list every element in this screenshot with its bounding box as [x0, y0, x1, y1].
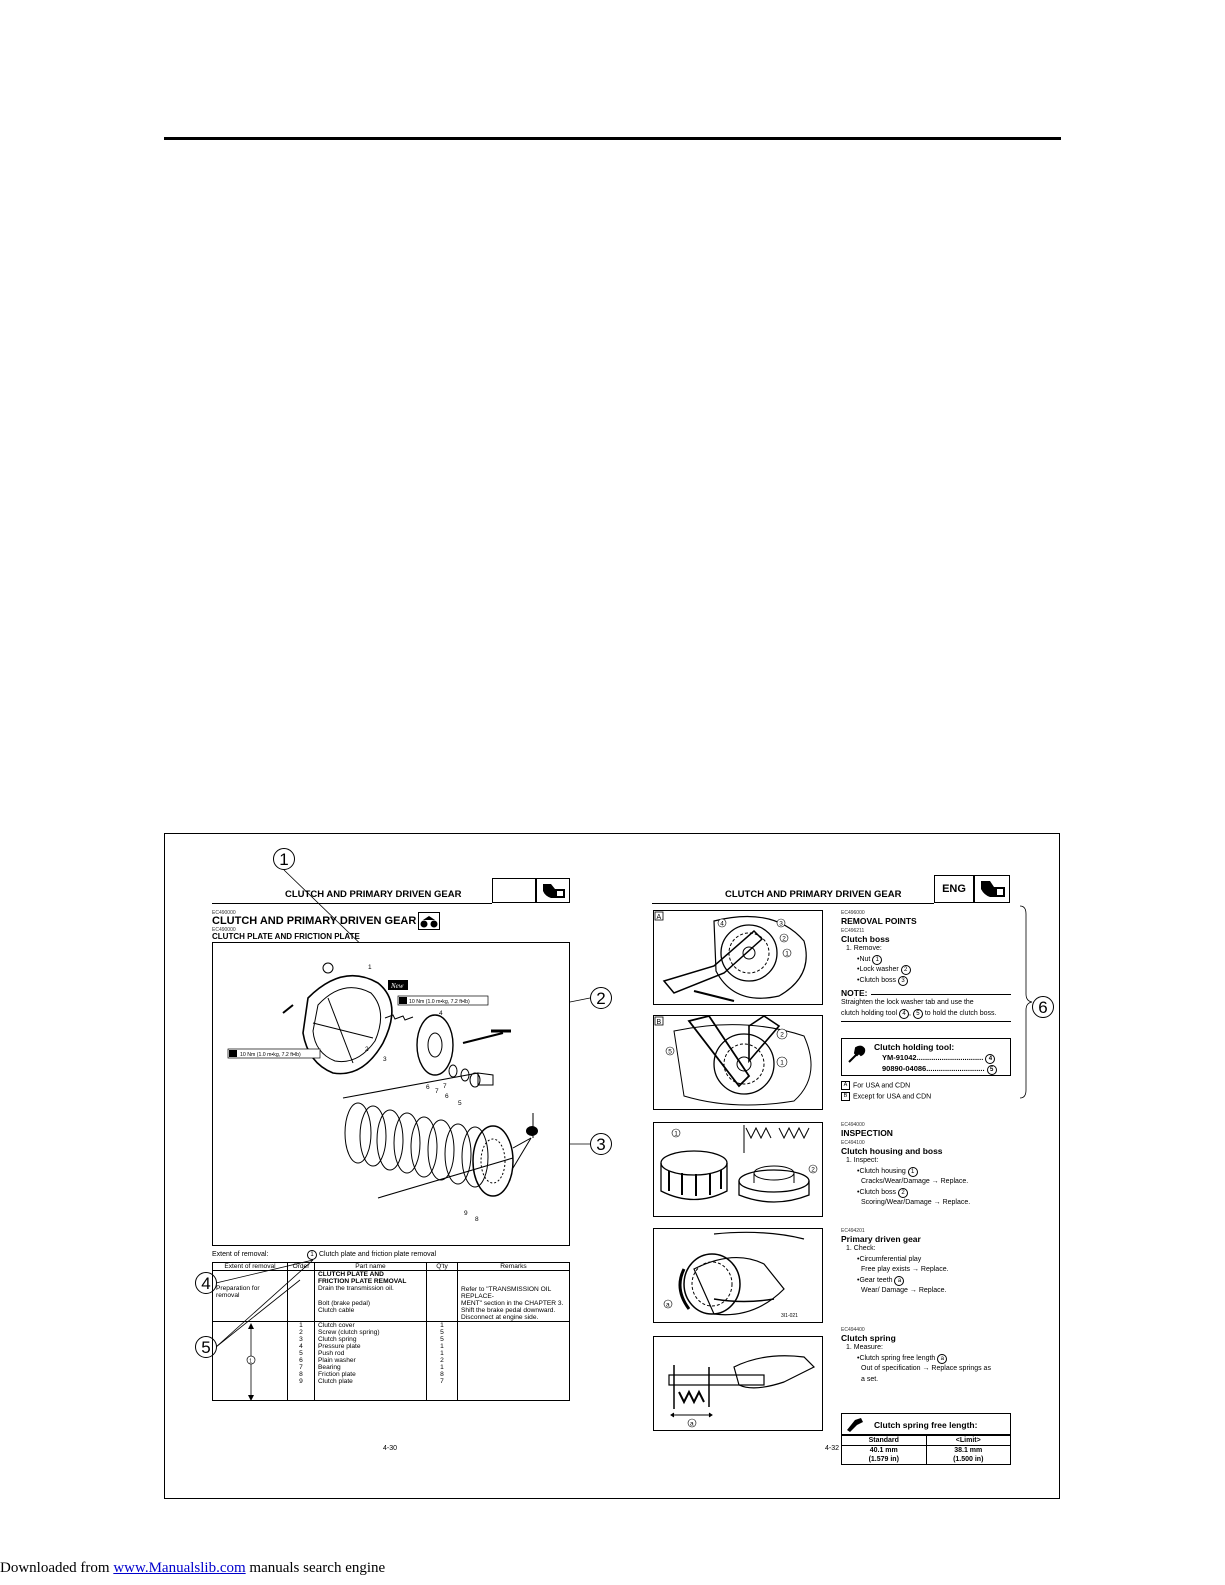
fig-spring-circle-a: a — [690, 1420, 694, 1428]
label-b-box: B — [841, 1092, 850, 1101]
row-order: 4 — [299, 1343, 303, 1350]
atv-icon — [419, 913, 439, 929]
row-order: 6 — [299, 1357, 303, 1364]
right-page-number: 4-32 — [825, 1445, 840, 1452]
spring-title: Clutch spring — [841, 1333, 896, 1343]
check-item-text: •Gear teeth — [857, 1276, 893, 1284]
callout-1: 1 — [273, 848, 295, 870]
prep-part-1: Drain the transmission oil. — [318, 1285, 394, 1292]
inspect-item-text: •Clutch housing — [857, 1167, 906, 1175]
note-circle-4: 4 — [899, 1009, 909, 1019]
row-qty: 1 — [440, 1343, 444, 1350]
row-part: Pressure plate — [318, 1343, 361, 1350]
removal-points-section — [841, 910, 1011, 1022]
left-header-blank-tab — [492, 878, 536, 903]
row-part: Clutch plate — [318, 1378, 353, 1385]
left-section-icon — [418, 912, 440, 930]
fig-gear-circle-a: a — [666, 1301, 670, 1309]
fig-b-circle-2: 2 — [780, 1031, 784, 1039]
inspect-item-housing — [841, 1167, 1011, 1178]
exploded-view-drawing — [213, 943, 569, 1245]
extent-circle: 1 — [307, 1250, 317, 1260]
check-item-play-detail: Free play exists → Replace. — [861, 1266, 949, 1273]
extent-marker-cell — [213, 1322, 288, 1401]
row-part: Plain washer — [318, 1357, 356, 1364]
housing-title: Clutch housing and boss — [841, 1146, 943, 1156]
prep-remark-4: Disconnect at engine side. — [461, 1314, 539, 1321]
footer-prefix: Downloaded from — [0, 1560, 114, 1576]
engine-hand-icon — [537, 879, 569, 902]
fig-b-label: B — [656, 1019, 662, 1026]
fig-clutch-housing-boss — [653, 1122, 823, 1217]
row-qty: 1 — [440, 1364, 444, 1371]
prep-part-3: Bolt (brake pedal) — [318, 1300, 371, 1307]
prep-label-2: removal — [216, 1292, 240, 1299]
note-text-a: clutch holding tool — [841, 1009, 898, 1017]
prep-cell — [213, 1271, 288, 1322]
prep-label-1: Preparation for — [216, 1285, 260, 1292]
row-part: Bearing — [318, 1364, 341, 1371]
fig-a-circle-4: 4 — [720, 920, 724, 928]
row-qty: 7 — [440, 1378, 444, 1385]
label-a-line — [841, 1081, 910, 1092]
row-part: Clutch cover — [318, 1322, 355, 1329]
footer-suffix: manuals search engine — [245, 1560, 386, 1576]
fig-b-drawing — [654, 1016, 822, 1109]
fig-a-drawing — [654, 911, 822, 1004]
order-col — [288, 1322, 315, 1401]
tool-line-2 — [882, 1064, 997, 1075]
note-circle-5: 5 — [913, 1009, 923, 1019]
right-header-rule — [652, 903, 934, 904]
check-item-teeth — [841, 1276, 1011, 1287]
prep-remark-2: MENT" section in the CHAPTER 3. — [461, 1300, 564, 1307]
row-order: 9 — [299, 1378, 303, 1385]
measure-step: 1. Measure: — [846, 1344, 883, 1351]
row-qty: 8 — [440, 1371, 444, 1378]
measure-item-circle: a — [937, 1354, 947, 1364]
row-qty: 2 — [440, 1357, 444, 1364]
inspection-code: EC494000 — [841, 1122, 865, 1128]
left-header-title: CLUTCH AND PRIMARY DRIVEN GEAR — [285, 889, 462, 900]
label-b-text: Except for USA and CDN — [853, 1093, 932, 1101]
th-part: Part name — [315, 1263, 427, 1271]
removal-code: EC496000 — [841, 910, 865, 916]
inspect-item-boss — [841, 1188, 1011, 1199]
note-text-b: , — [909, 1009, 911, 1017]
fig-a-circle-2: 2 — [782, 935, 786, 943]
row-order: 7 — [299, 1364, 303, 1371]
fig-housing-circle-2: 2 — [811, 1166, 815, 1174]
row-order: 8 — [299, 1371, 303, 1378]
remove-item-boss — [841, 976, 1011, 987]
left-header-icon-tab — [536, 878, 570, 903]
inspect-item-housing-detail: Cracks/Wear/Damage → Replace. — [861, 1178, 969, 1185]
tool-title: Clutch holding tool: — [874, 1042, 955, 1052]
extent-label: Extent of removal: — [212, 1251, 269, 1258]
primary-code: EC494201 — [841, 1228, 865, 1234]
prep-remark-3: Shift the brake pedal downward. — [461, 1307, 556, 1314]
spring-code: EC494400 — [841, 1327, 865, 1333]
extent-text: Clutch plate and friction plate removal — [318, 1251, 437, 1258]
housing-code: EC494100 — [841, 1140, 865, 1146]
tool-circle-5: 5 — [987, 1065, 997, 1075]
removal-table — [212, 1262, 570, 1401]
engine-hand-icon — [975, 876, 1009, 902]
tool-code-2: 90890-04086............................ — [882, 1064, 985, 1073]
spec-header-limit: <Limit> — [926, 1436, 1011, 1446]
prep-part-4: Clutch cable — [318, 1307, 355, 1314]
callout-4: 4 — [195, 1272, 217, 1294]
fig-b-clutch-holding-tool — [653, 1015, 823, 1110]
note-heading — [841, 988, 1011, 998]
remove-item-nut — [841, 955, 1011, 966]
remove-step: 1. Remove: — [846, 945, 882, 952]
label-a-text: For USA and CDN — [853, 1082, 911, 1090]
remove-item-circle: 2 — [901, 965, 911, 975]
clutch-exploded-diagram — [212, 942, 570, 1246]
th-order: Order — [288, 1263, 315, 1271]
row-order: 1 — [299, 1322, 303, 1329]
qty-col — [427, 1322, 458, 1401]
eng-badge: ENG — [934, 875, 974, 903]
callout-6: 6 — [1032, 996, 1054, 1018]
measure-item-text: •Clutch spring free length — [857, 1354, 936, 1362]
clutch-holding-tool-box — [841, 1038, 1011, 1076]
right-header-title: CLUTCH AND PRIMARY DRIVEN GEAR — [725, 889, 902, 900]
remove-item-washer — [841, 965, 1011, 976]
remove-item-circle: 3 — [898, 976, 908, 986]
callout-3: 3 — [590, 1133, 612, 1155]
check-item-play: •Circumferential play — [857, 1255, 922, 1263]
fig-clutch-spring-measure — [653, 1336, 823, 1431]
fig-b-circle-1: 1 — [780, 1059, 784, 1067]
fig-gear-code: 3I1-021 — [781, 1313, 798, 1319]
label-a-box: A — [841, 1081, 850, 1090]
th-remarks: Remarks — [458, 1263, 570, 1271]
remove-item-text: •Lock washer — [857, 966, 899, 973]
check-step: 1. Check: — [846, 1245, 876, 1252]
callout-2: 2 — [590, 987, 612, 1009]
primary-gear-section — [841, 1228, 1011, 1297]
tool-code-1: YM-91042................................ — [882, 1053, 984, 1062]
left-header-rule — [212, 903, 492, 904]
fig-b-circle-5: 5 — [668, 1048, 672, 1056]
spec-limit-in: (1.500 in) — [926, 1455, 1011, 1465]
clutch-spring-section — [841, 1327, 1011, 1385]
part-num-5: 5 — [458, 1100, 462, 1107]
fig-a-clutch-holding-tool — [653, 910, 823, 1005]
inspection-section — [841, 1122, 1011, 1209]
extent-arrow — [221, 1323, 281, 1401]
prep-parts — [315, 1271, 427, 1322]
inspect-item-text: •Clutch boss — [857, 1188, 897, 1196]
part-num-2: 2 — [365, 1046, 369, 1053]
left-subsection-title: CLUTCH PLATE AND FRICTION PLATE — [212, 932, 360, 941]
inspect-item-boss-detail: Scoring/Wear/Damage → Replace. — [861, 1199, 971, 1206]
remove-item-circle: 1 — [872, 955, 882, 965]
torque-label-left: 10 Nm (1.0 m•kg, 7.2 ft•lb) — [240, 1052, 301, 1058]
inspect-item-circle: 2 — [898, 1188, 908, 1198]
new-tag-text: New — [391, 982, 404, 990]
part-num-3: 3 — [383, 1056, 387, 1063]
removal-title: REMOVAL POINTS — [841, 916, 917, 926]
part-col — [315, 1322, 427, 1401]
prep-remark-1: Refer to "TRANSMISSION OIL REPLACE- — [461, 1286, 552, 1300]
manualslib-link[interactable]: www.Manualslib.com — [113, 1560, 246, 1576]
fig-a-circle-3: 3 — [779, 920, 783, 928]
row-part: Friction plate — [318, 1371, 356, 1378]
tool-line-1 — [882, 1053, 995, 1064]
row-part: Clutch spring — [318, 1336, 357, 1343]
measure-detail-1: Out of specification → Replace springs as — [861, 1365, 991, 1372]
note-title: NOTE: — [841, 988, 868, 998]
label-b-line — [841, 1092, 931, 1103]
remove-item-text: •Clutch boss — [857, 976, 897, 984]
extent-description — [307, 1250, 436, 1260]
fig-gear-drawing — [654, 1229, 822, 1322]
left-code-2: EC490000 — [212, 927, 236, 933]
left-code-1: EC490000 — [212, 910, 236, 916]
spec-standard-mm: 40.1 mm — [842, 1446, 927, 1456]
row-order: 5 — [299, 1350, 303, 1357]
tool-circle-4: 4 — [985, 1054, 995, 1064]
prep-title-2: FRICTION PLATE REMOVAL — [318, 1278, 407, 1285]
remove-item-text: •Nut — [857, 955, 871, 963]
caliper-icon — [845, 1416, 865, 1434]
note-line-1: Straighten the lock washer tab and use the — [841, 999, 974, 1006]
callout-5: 5 — [195, 1336, 217, 1358]
spec-header-standard: Standard — [842, 1436, 927, 1446]
part-num-1: 1 — [368, 964, 372, 971]
removal-table-wrap — [212, 1262, 570, 1401]
check-item-teeth-detail: Wear/ Damage → Replace. — [861, 1287, 947, 1294]
extent-marker-label: 1 — [249, 1358, 253, 1365]
primary-title: Primary driven gear — [841, 1234, 921, 1244]
row-part: Screw (clutch spring) — [318, 1329, 380, 1336]
spec-standard-in: (1.579 in) — [842, 1455, 927, 1465]
part-num-8: 8 — [475, 1216, 479, 1223]
note-line-2 — [841, 1009, 1011, 1020]
th-extent: Extent of removal — [213, 1263, 288, 1271]
download-footer — [0, 1560, 385, 1577]
row-order: 3 — [299, 1336, 303, 1343]
inspect-step: 1. Inspect: — [846, 1157, 879, 1164]
row-qty: 5 — [440, 1329, 444, 1336]
torque-label-top: 10 Nm (1.0 m•kg, 7.2 ft•lb) — [409, 999, 470, 1005]
spec-limit-mm: 38.1 mm — [926, 1446, 1011, 1456]
part-num-7: 7 — [435, 1088, 439, 1095]
fig-a-label: A — [656, 914, 662, 921]
part-num-9: 9 — [464, 1210, 468, 1217]
th-qty: Q'ty — [427, 1263, 458, 1271]
row-qty: 5 — [440, 1336, 444, 1343]
spring-spec-table — [841, 1435, 1011, 1465]
spec-title: Clutch spring free length: — [874, 1420, 978, 1430]
fig-housing-circle-1: 1 — [674, 1130, 678, 1138]
prep-remarks — [458, 1271, 570, 1322]
check-item-circle: a — [894, 1276, 904, 1286]
measure-item — [841, 1354, 1011, 1365]
inspect-item-circle: 1 — [908, 1167, 918, 1177]
spring-spec-title-box — [841, 1413, 1011, 1435]
clutch-boss-title: Clutch boss — [841, 934, 890, 944]
prep-title-1: CLUTCH PLATE AND — [318, 1271, 384, 1278]
part-num-6b: 6 — [445, 1093, 449, 1100]
fig-housing-drawing — [654, 1123, 822, 1216]
wrench-icon — [845, 1044, 867, 1066]
measure-detail-2: a set. — [861, 1375, 879, 1383]
left-section-title: CLUTCH AND PRIMARY DRIVEN GEAR — [212, 915, 417, 927]
row-qty: 1 — [440, 1350, 444, 1357]
part-num-4: 4 — [439, 1010, 443, 1017]
row-qty: 1 — [440, 1322, 444, 1329]
part-num-6: 6 — [426, 1084, 430, 1091]
part-num-7b: 7 — [443, 1083, 447, 1090]
row-part: Push rod — [318, 1350, 345, 1357]
left-page-number: 4-30 — [383, 1445, 398, 1452]
right-header-icon-tab — [974, 875, 1010, 903]
note-text-c: to hold the clutch boss. — [924, 1009, 997, 1017]
fig-a-circle-1: 1 — [785, 950, 789, 958]
inspection-title: INSPECTION — [841, 1128, 893, 1138]
fig-primary-driven-gear — [653, 1228, 823, 1323]
fig-spring-drawing — [654, 1337, 822, 1430]
row-order: 2 — [299, 1329, 303, 1336]
clutch-boss-code: EC496211 — [841, 928, 865, 934]
